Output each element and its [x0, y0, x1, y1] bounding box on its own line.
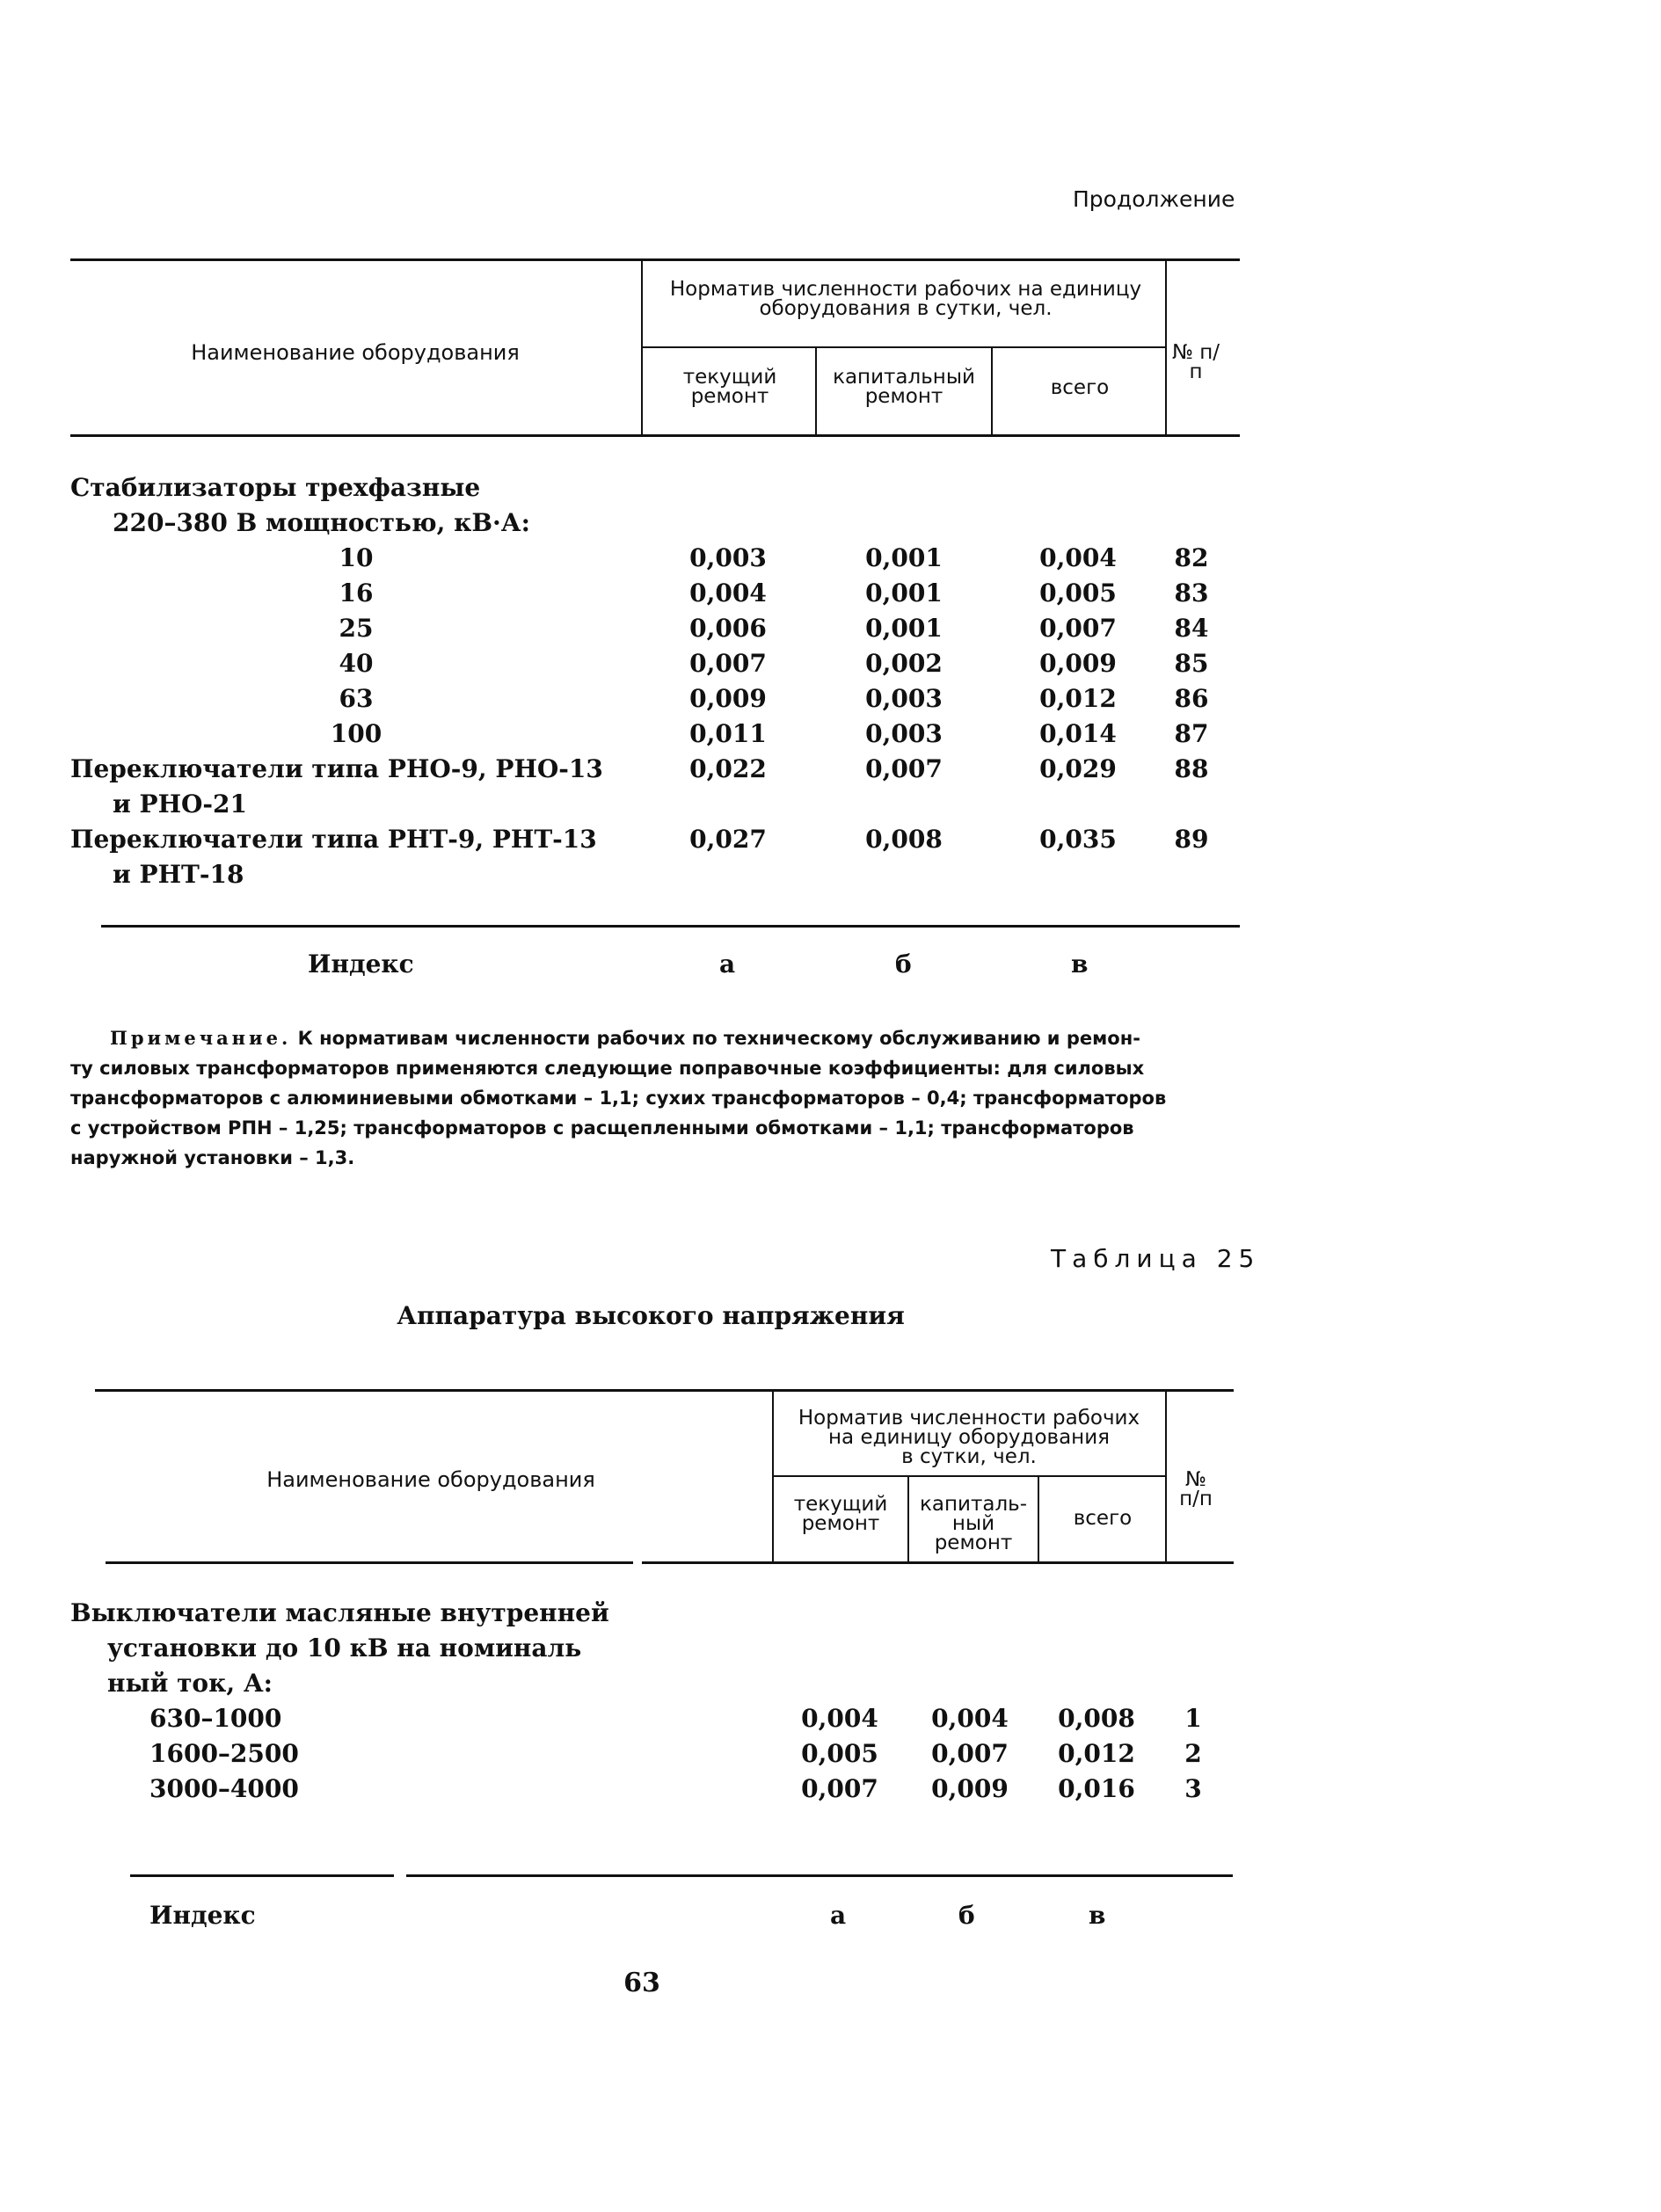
table-2-index-c: в — [1089, 1901, 1106, 1930]
table-2-index-a: а — [830, 1901, 847, 1930]
table-cell-total: 0,035 — [1039, 825, 1117, 854]
table-2-header-name: Наименование оборудования — [266, 1467, 595, 1492]
table-cell-current: 0,003 — [689, 543, 767, 572]
table-cell-capital: 0,002 — [865, 649, 943, 678]
table-2-title: Аппаратура высокого напряжения — [397, 1301, 905, 1330]
table-cell-capital: 0,001 — [865, 543, 943, 572]
table-2-header-total: всего — [1073, 1507, 1133, 1530]
table-1-group-label: Стабилизаторы трехфазные — [70, 473, 481, 502]
table-row-name: Переключатели типа РНТ-9, РНТ-13 — [70, 825, 597, 854]
note-text: ту силовых трансформаторов применяются следующие поправочные коэффициенты: для силовых — [70, 1058, 1145, 1079]
table-2-header-capital: капиталь- — [919, 1493, 1028, 1516]
note-text: наружной установки – 1,3. — [70, 1147, 355, 1168]
table-cell-capital: 0,001 — [865, 578, 943, 608]
table-cell-total: 0,005 — [1039, 578, 1117, 608]
table-cell-current: 0,027 — [689, 825, 767, 854]
table-2-header-group: на единицу оборудования — [828, 1426, 1110, 1449]
table-row-name: 630–1000 — [149, 1704, 282, 1733]
table-row-name: и РНО-21 — [113, 789, 248, 819]
table-row-name: 10 — [339, 543, 374, 572]
continuation-label: Продолжение — [1073, 186, 1235, 212]
table-cell-num: 85 — [1174, 649, 1209, 678]
table-1-header-group: Норматив численности рабочих на единицу оборудования в сутки, чел. — [669, 278, 1142, 320]
table-1-group-label: 220–380 В мощностью, кВ·А: — [113, 508, 530, 537]
table-row-name: 3000–4000 — [149, 1774, 299, 1803]
table-cell-total: 0,014 — [1039, 719, 1117, 748]
table-cell-current: 0,006 — [689, 614, 767, 643]
table-2-header-num: № — [1185, 1468, 1206, 1491]
table-2-group-label: Выключатели масляные внутренней — [70, 1598, 609, 1627]
table-cell-num: 2 — [1184, 1739, 1202, 1768]
table-1-index-a: а — [719, 950, 736, 979]
table-1-header-name: Наименование оборудования — [191, 340, 520, 365]
table-cell-total: 0,029 — [1039, 754, 1117, 783]
table-2-header-current: ремонт — [801, 1512, 880, 1535]
table-cell-capital: 0,007 — [865, 754, 943, 783]
table-1-index-label: Индекс — [308, 950, 414, 979]
table-row-name: 63 — [339, 684, 374, 713]
table-cell-current: 0,007 — [689, 649, 767, 678]
table-row-name: 40 — [339, 649, 374, 678]
table-cell-capital: 0,001 — [865, 614, 943, 643]
table-cell-capital: 0,004 — [931, 1704, 1009, 1733]
table-cell-current: 0,004 — [801, 1704, 878, 1733]
table-cell-current: 0,004 — [689, 578, 767, 608]
table-2-header-group: Норматив численности рабочих — [798, 1407, 1140, 1430]
note-text: трансформаторов с алюминиевыми обмотками – 1,1; сухих трансформаторов – 0,4; трансформаторов — [70, 1088, 1167, 1109]
table-cell-num: 3 — [1184, 1774, 1202, 1803]
table-cell-total: 0,012 — [1058, 1739, 1135, 1768]
table-2-group-label: ный ток, А: — [107, 1669, 273, 1698]
table-cell-capital: 0,003 — [865, 719, 943, 748]
table-2-group-label: установки до 10 кВ на номиналь — [107, 1634, 582, 1663]
table-2-header-num: п/п — [1179, 1488, 1213, 1510]
table-cell-current: 0,011 — [689, 719, 767, 748]
table-2-index-label: Индекс — [149, 1901, 256, 1930]
table-cell-total: 0,009 — [1039, 649, 1117, 678]
note-text: с устройством РПН – 1,25; трансформаторов с расщепленными обмотками – 1,1; трансформаторов — [70, 1117, 1134, 1139]
table-cell-num: 87 — [1174, 719, 1209, 748]
table-cell-num: 89 — [1174, 825, 1209, 854]
table-cell-current: 0,007 — [801, 1774, 878, 1803]
table-cell-capital: 0,009 — [931, 1774, 1009, 1803]
table-cell-total: 0,007 — [1039, 614, 1117, 643]
table-cell-current: 0,022 — [689, 754, 767, 783]
table-1-header-total: всего — [1050, 376, 1110, 399]
table-2-header-current: текущий — [793, 1493, 888, 1516]
table-2-header-capital: ный — [951, 1512, 995, 1535]
table-1-header-current: текущий ремонт — [682, 366, 777, 408]
table-2-index-b: б — [958, 1901, 975, 1930]
table-cell-capital: 0,007 — [931, 1739, 1009, 1768]
table-cell-total: 0,008 — [1058, 1704, 1135, 1733]
page-number: 63 — [623, 1968, 660, 1998]
table-1-header-capital: капитальный ремонт — [833, 366, 975, 408]
table-row-name: Переключатели типа РНО-9, РНО-13 — [70, 754, 603, 783]
table-row-name: 100 — [330, 719, 382, 748]
table-cell-num: 86 — [1174, 684, 1209, 713]
note-text: К нормативам численности рабочих по техническому обслуживанию и ремон- — [297, 1028, 1140, 1049]
table-cell-num: 83 — [1174, 578, 1209, 608]
table-cell-num: 84 — [1174, 614, 1209, 643]
table-cell-num: 82 — [1174, 543, 1209, 572]
table-cell-total: 0,016 — [1058, 1774, 1135, 1803]
table-cell-capital: 0,003 — [865, 684, 943, 713]
table-cell-num: 88 — [1174, 754, 1209, 783]
table-2-label: Таблица 25 — [1051, 1244, 1261, 1273]
table-1-index-c: в — [1071, 950, 1089, 979]
table-row-name: 25 — [339, 614, 374, 643]
table-row-name: и РНТ-18 — [113, 860, 244, 889]
table-cell-capital: 0,008 — [865, 825, 943, 854]
table-cell-num: 1 — [1184, 1704, 1202, 1733]
table-row-name: 16 — [339, 578, 374, 608]
table-1-index-b: б — [895, 950, 912, 979]
table-cell-total: 0,004 — [1039, 543, 1117, 572]
table-cell-total: 0,012 — [1039, 684, 1117, 713]
table-2-header-group: в сутки, чел. — [901, 1445, 1037, 1468]
table-cell-current: 0,005 — [801, 1739, 878, 1768]
note-title: Примечание. — [110, 1027, 292, 1049]
table-row-name: 1600–2500 — [149, 1739, 299, 1768]
table-cell-current: 0,009 — [689, 684, 767, 713]
table-1-header-num: № п/п — [1171, 341, 1220, 383]
table-2-header-capital: ремонт — [934, 1532, 1013, 1554]
